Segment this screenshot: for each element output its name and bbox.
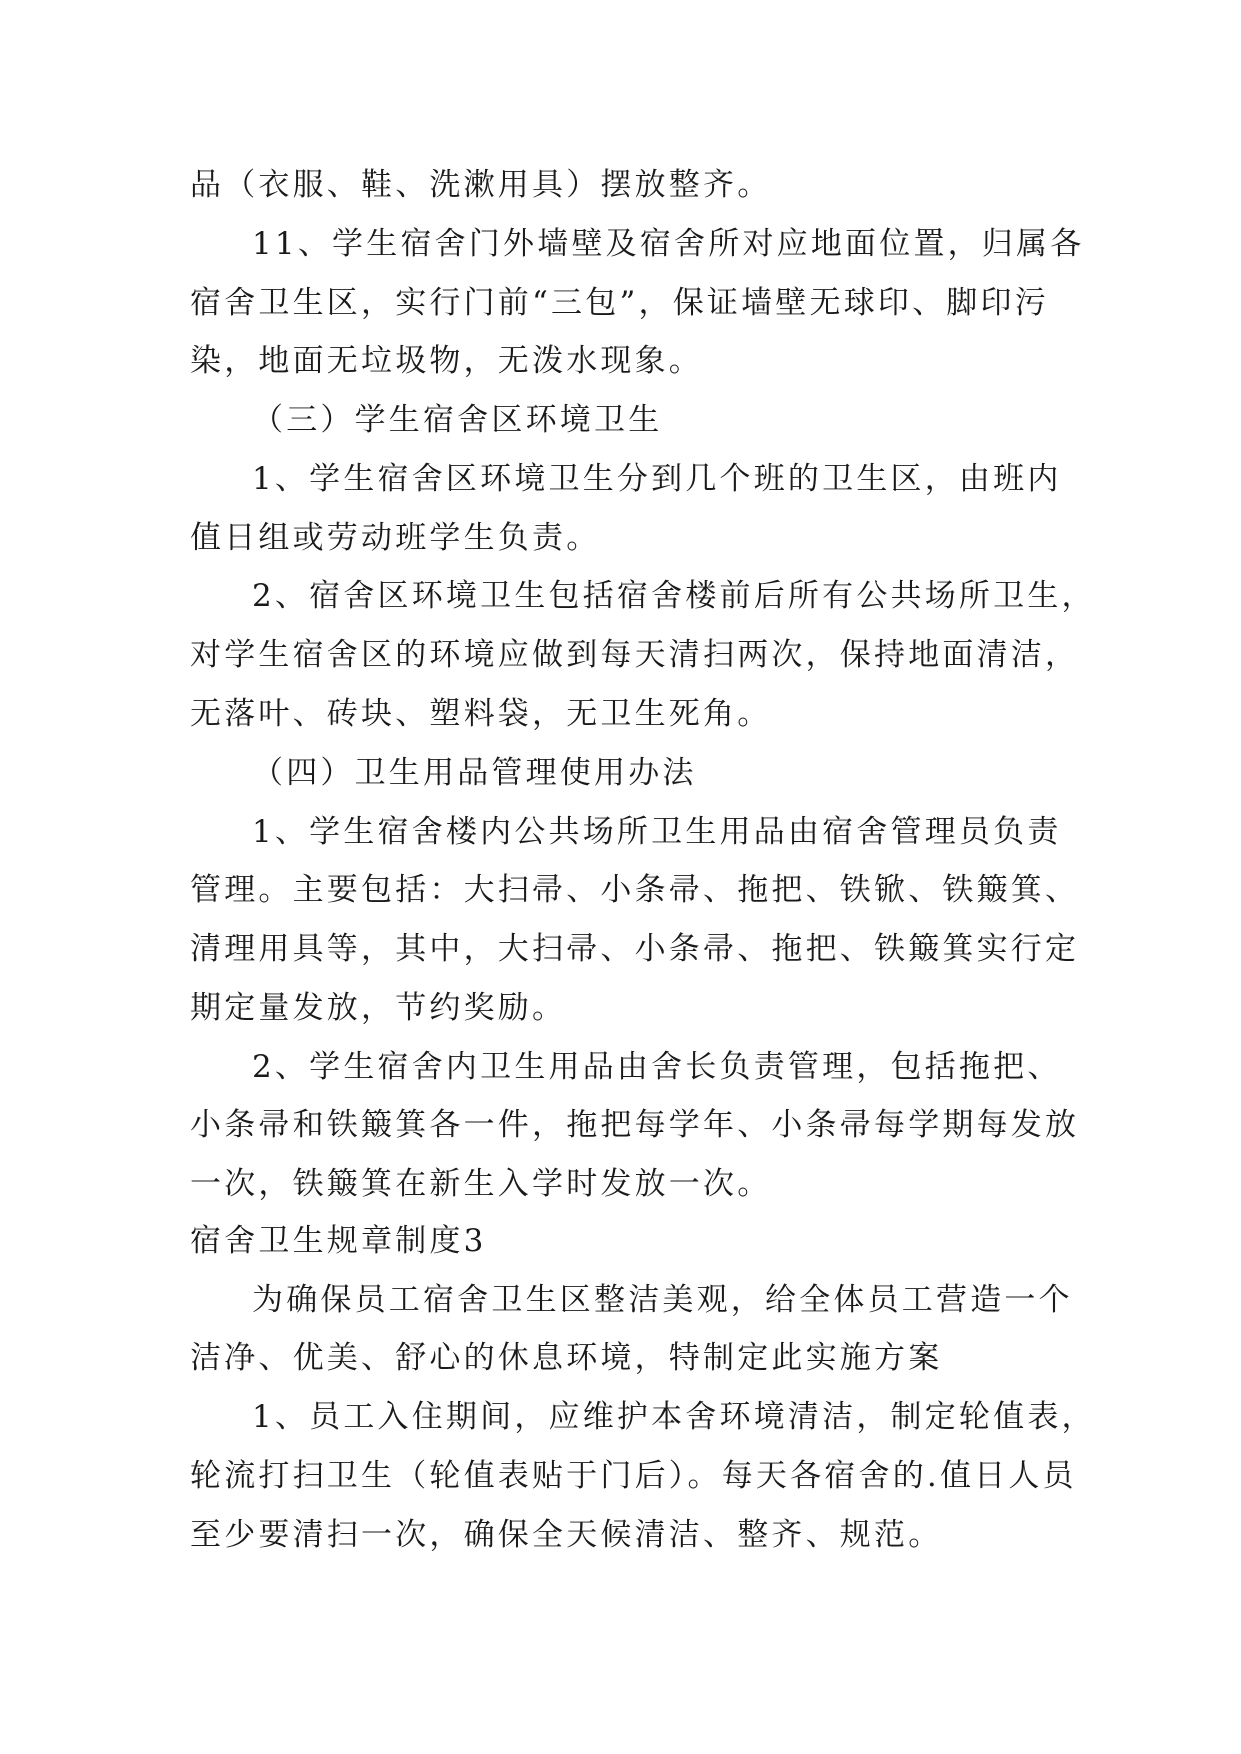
section3-item2-line-2: 对学生宿舍区的环境应做到每天清扫两次，保持地面清洁，: [190, 637, 1080, 673]
rule1-line-2: 轮流打扫卫生（轮值表贴于门后）。每天各宿舍的.值日人员: [190, 1458, 1077, 1494]
section-heading-4: （四）卫生用品管理使用办法: [252, 755, 697, 791]
document-title-3: 宿舍卫生规章制度3: [190, 1223, 487, 1259]
section4-item2-line-1: 2、学生宿舍内卫生用品由舍长负责管理，包括拖把、: [252, 1049, 1062, 1085]
section4-item2-line-3: 一次，铁簸箕在新生入学时发放一次。: [190, 1166, 772, 1202]
section4-item1-line-4: 期定量发放，节约奖励。: [190, 990, 567, 1026]
section4-item1-line-3: 清理用具等，其中，大扫帚、小条帚、拖把、铁簸箕实行定: [190, 931, 1080, 967]
section3-item1-line-1: 1、学生宿舍区环境卫生分到几个班的卫生区，由班内: [252, 461, 1062, 497]
text-line-1: 品（衣服、鞋、洗漱用具）摆放整齐。: [190, 167, 772, 203]
rule1-line-1: 1、员工入住期间，应维护本舍环境清洁，制定轮值表，: [252, 1399, 1096, 1435]
paragraph-11-line-1: 11、学生宿舍门外墙壁及宿舍所对应地面位置，归属各: [252, 226, 1085, 262]
rule1-line-3: 至少要清扫一次，确保全天候清洁、整齐、规范。: [190, 1517, 943, 1553]
section4-item2-line-2: 小条帚和铁簸箕各一件，拖把每学年、小条帚每学期每发放: [190, 1107, 1080, 1143]
section3-item1-line-2: 值日组或劳动班学生负责。: [190, 520, 601, 556]
section4-item1-line-2: 管理。主要包括：大扫帚、小条帚、拖把、铁锨、铁簸箕、: [190, 872, 1080, 908]
paragraph-11-line-3: 染，地面无垃圾物，无泼水现象。: [190, 343, 703, 379]
section3-item2-line-3: 无落叶、砖块、塑料袋，无卫生死角。: [190, 696, 772, 732]
section-heading-3: （三）学生宿舍区环境卫生: [252, 402, 663, 438]
section4-item1-line-1: 1、学生宿舍楼内公共场所卫生用品由宿舍管理员负责: [252, 814, 1062, 850]
section3-item2-line-1: 2、宿舍区环境卫生包括宿舍楼前后所有公共场所卫生，: [252, 578, 1096, 614]
paragraph-11-line-2: 宿舍卫生区，实行门前“三包”，保证墙壁无球印、脚印污: [190, 285, 1049, 321]
intro-line-1: 为确保员工宿舍卫生区整洁美观，给全体员工营造一个: [252, 1282, 1073, 1318]
intro-line-2: 洁净、优美、舒心的休息环境，特制定此实施方案: [190, 1340, 943, 1376]
